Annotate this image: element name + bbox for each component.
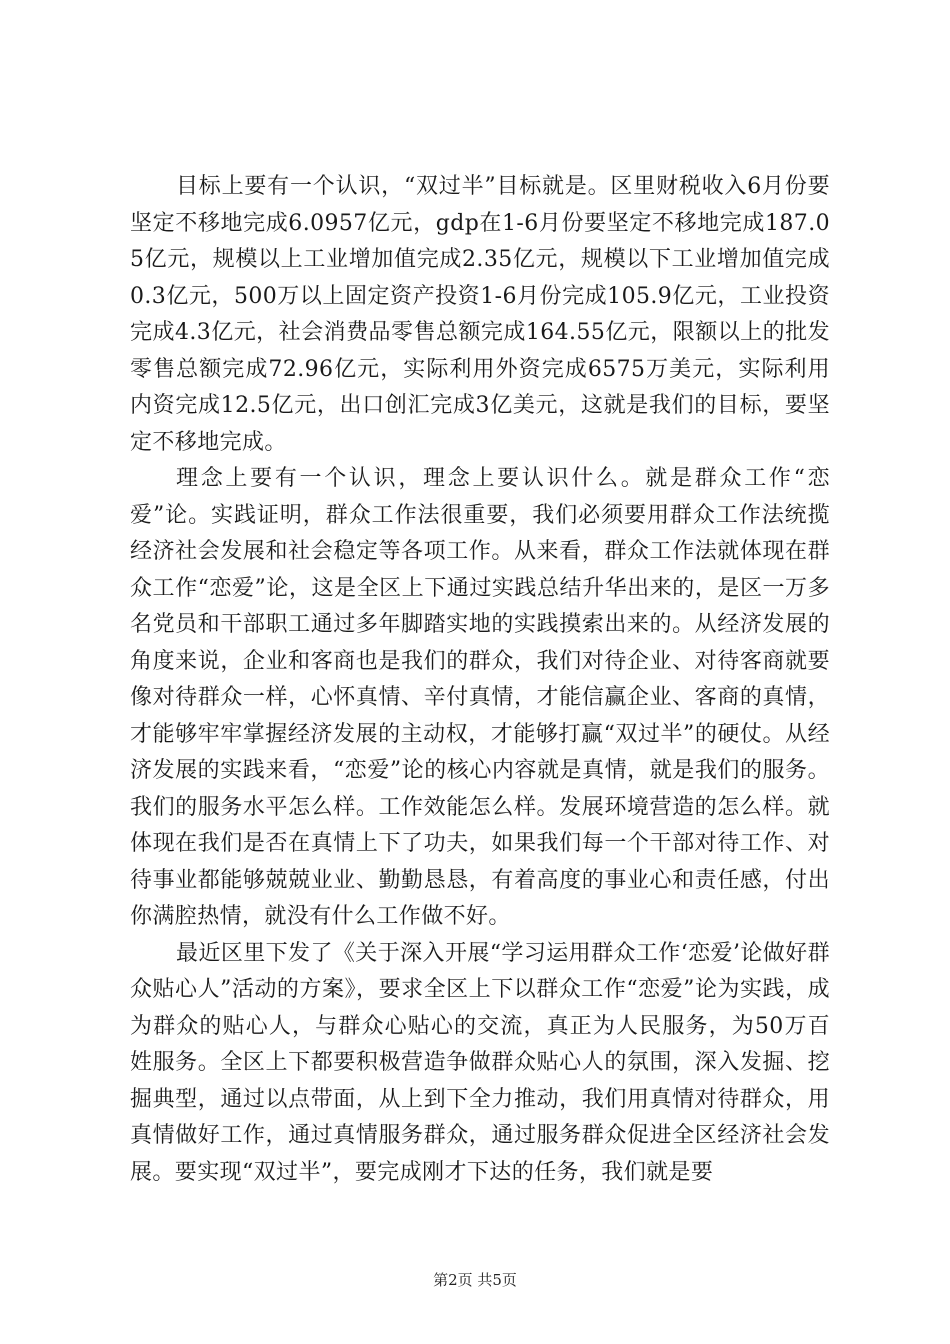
paragraph-philosophy: 理念上要有一个认识，理念上要认识什么。就是群众工作“恋爱”论。实践证明，群众工作法很重要，我们必须要用群众工作法统揽经济社会发展和社会稳定等各项工作。从来看，群众工作法就体现在群众工作“恋爱”论，这是全区上下通过实践总结升华出来的，是区一万多名党员和干部职工通过多年脚踏实地的实践摸索出来的。从经济发展的角度来说，企业和客商也是我们的群众，我们对待企业、对待客商就要像对待群众一样，心怀真情、辛付真情，才能信赢企业、客商的真情，才能够牢牢掌握经济发展的主动权，才能够打赢“双过半”的硬仗。从经济发展的实践来看，“恋爱”论的核心内容就是真情，就是我们的服务。我们的服务水平怎么样。工作效能怎么样。发展环境营造的怎么样。就体现在我们是否在真情上下了功夫，如果我们每一个干部对待工作、对待事业都能够兢兢业业、勤勤恳恳，有着高度的事业心和责任感，付出你满腔热情，就没有什么工作做不好。: [130, 466, 830, 929]
paragraph-campaign: 最近区里下发了《关于深入开展“学习运用群众工作‘恋爱’论做好群众贴心人”活动的方案》，要求全区上下以群众工作“恋爱”论为实践，成为群众的贴心人，与群众心贴心的交流，真正为人民服务，为50万百姓服务。全区上下都要积极营造争做群众贴心人的氛围，深入发掘、挖掘典型，通过以点带面，从上到下全力推动，我们用真情对待群众，用真情做好工作，通过真情服务群众，通过服务群众促进全区经济社会发展。要实现“双过半”，要完成刚才下达的任务，我们就是要: [130, 940, 830, 1185]
page-number-footer: 第2页 共5页: [433, 1271, 517, 1289]
paragraph-targets: 目标上要有一个认识，“双过半”目标就是。区里财税收入6月份要坚定不移地完成6.0957亿元，gdp在1-6月份要坚定不移地完成187.05亿元，规模以上工业增加值完成2.35亿元，规模以下工业增加值完成0.3亿元，500万以上固定资产投资1-6月份完成105.9亿元，工业投资完成4.3亿元，社会消费品零售总额完成164.55亿元，限额以上的批发零售总额完成72.96亿元，实际利用外资完成6575万美元，实际利用内资完成12.5亿元，出口创汇完成3亿美元，这就是我们的目标，要坚定不移地完成。: [130, 174, 830, 455]
document-body: [130, 169, 830, 1191]
